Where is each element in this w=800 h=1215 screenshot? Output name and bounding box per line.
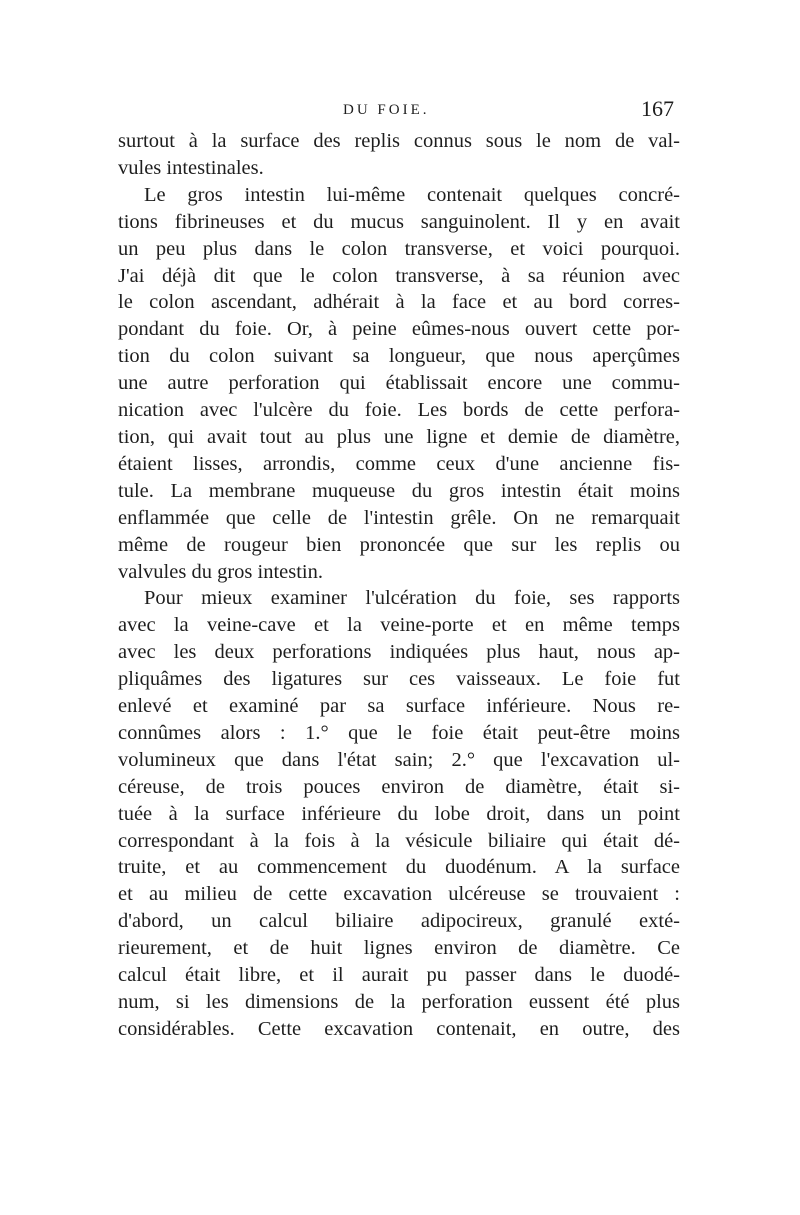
text-line-29: et au milieu de cette excavation ulcéreuse se trouvaient : xyxy=(118,883,680,906)
text-line-2: vules intestinales. xyxy=(118,156,264,179)
text-line-13: étaient lisses, arrondis, comme ceux d'une ancienne fis- xyxy=(118,452,680,475)
text-line-31: rieurement, et de huit lignes environ de diamètre. Ce xyxy=(118,937,680,960)
text-line-17: valvules du gros intestin. xyxy=(118,560,323,583)
text-line-19: avec la veine-cave et la veine-porte et en même temps xyxy=(118,614,680,637)
text-line-18: Pour mieux examiner l'ulcération du foie, ses rapports xyxy=(144,587,680,610)
text-line-30: d'abord, un calcul biliaire adipocireux, granulé exté- xyxy=(118,910,680,933)
text-line-32: calcul était libre, et il aurait pu passer dans le duodé- xyxy=(118,964,680,987)
text-line-25: céreuse, de trois pouces environ de diamètre, était si- xyxy=(118,775,680,798)
text-line-4: tions fibrineuses et du mucus sanguinolent. Il y en avait xyxy=(118,210,680,233)
body-text xyxy=(118,128,680,1043)
text-line-9: tion du colon suivant sa longueur, que nous aperçûmes xyxy=(118,345,680,368)
text-line-12: tion, qui avait tout au plus une ligne et demie de diamètre, xyxy=(118,425,680,448)
text-line-23: connûmes alors : 1.° que le foie était peut-être moins xyxy=(118,721,680,744)
text-line-14: tule. La membrane muqueuse du gros intestin était moins xyxy=(118,479,680,502)
text-line-11: nication avec l'ulcère du foie. Les bords de cette perfora- xyxy=(118,399,680,422)
text-line-27: correspondant à la fois à la vésicule biliaire qui était dé- xyxy=(118,829,680,852)
text-line-3: Le gros intestin lui-même contenait quelques concré- xyxy=(144,183,680,206)
page-number: 167 xyxy=(641,96,674,121)
text-line-16: même de rougeur bien prononcée que sur les replis ou xyxy=(118,533,680,556)
text-line-26: tuée à la surface inférieure du lobe droit, dans un point xyxy=(118,802,680,825)
text-line-10: une autre perforation qui établissait encore une commu- xyxy=(118,372,680,395)
text-line-33: num, si les dimensions de la perforation eussent été plus xyxy=(118,991,680,1013)
text-line-24: volumineux que dans l'état sain; 2.° que l'excavation ul- xyxy=(118,748,680,771)
text-line-15: enflammée que celle de l'intestin grêle. On ne remarquait xyxy=(118,506,680,529)
text-line-8: pondant du foie. Or, à peine eûmes-nous ouvert cette por- xyxy=(118,318,680,341)
text-line-28: truite, et au commencement du duodénum. A la surface xyxy=(118,856,680,879)
text-line-6: J'ai déjà dit que le colon transverse, à sa réunion avec xyxy=(118,264,680,287)
text-line-21: pliquâmes des ligatures sur ces vaisseaux. Le foie fut xyxy=(118,668,680,691)
text-line-1: surtout à la surface des replis connus sous le nom de val- xyxy=(118,130,680,152)
text-line-5: un peu plus dans le colon transverse, et voici pourquoi. xyxy=(118,237,680,260)
running-title: DU FOIE. xyxy=(343,102,430,118)
text-line-34: considérables. Cette excavation contenait, en outre, des xyxy=(118,1017,680,1040)
running-head xyxy=(118,96,680,126)
text-line-7: le colon ascendant, adhérait à la face et au bord corres- xyxy=(118,291,680,314)
text-line-22: enlevé et examiné par sa surface inférieure. Nous re- xyxy=(118,695,680,718)
text-line-20: avec les deux perforations indiquées plus haut, nous ap- xyxy=(118,641,680,664)
